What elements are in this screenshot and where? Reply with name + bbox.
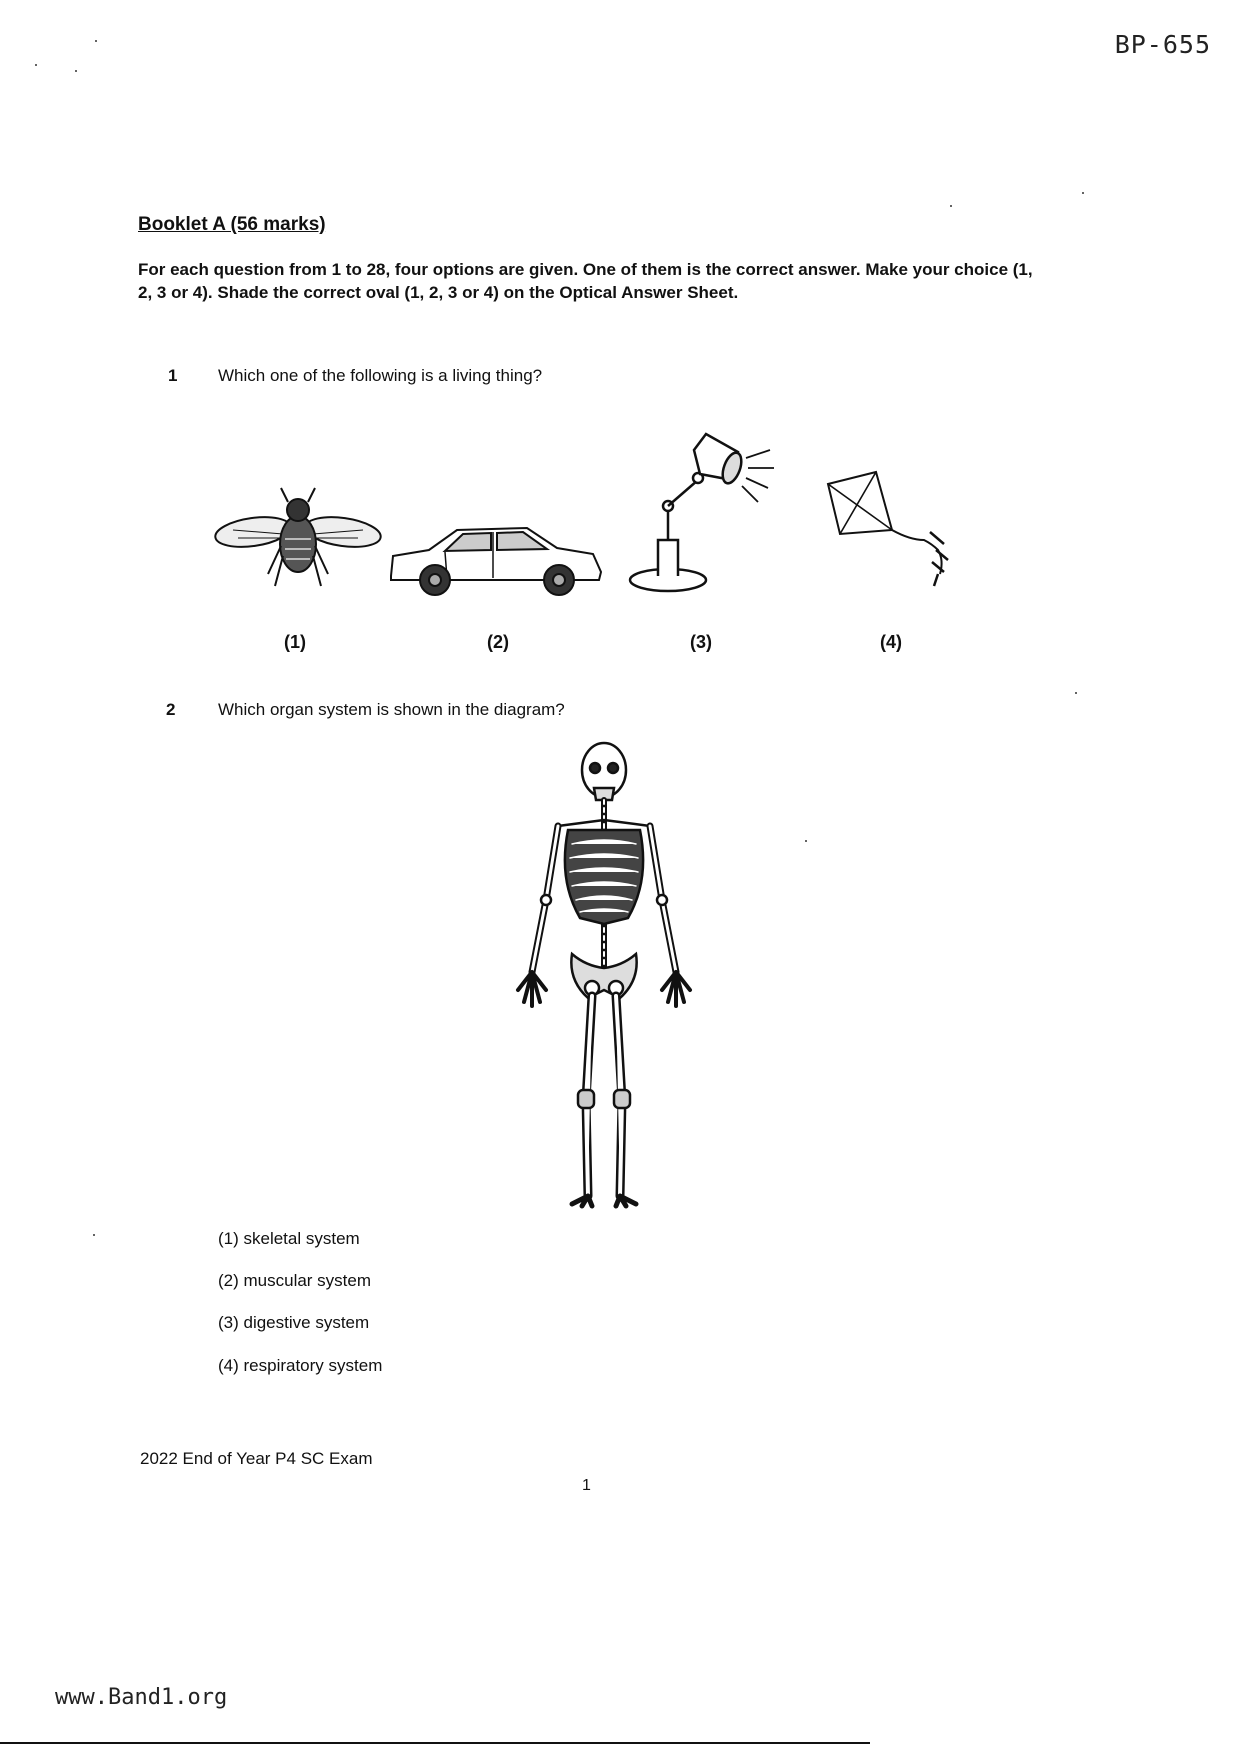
desk-lamp-icon: [628, 428, 780, 594]
scan-speck: [950, 205, 952, 207]
fly-icon: [213, 484, 383, 592]
question-2-answer-4: (4) respiratory system: [218, 1356, 383, 1375]
car-icon: [387, 518, 607, 596]
question-1-number: 1: [168, 366, 178, 385]
question-2-number: 2: [166, 700, 176, 719]
booklet-title: Booklet A (56 marks): [138, 214, 326, 235]
scan-speck: [1082, 192, 1084, 194]
kite-icon: [820, 470, 960, 592]
scan-speck: [1075, 692, 1077, 694]
skeleton-icon: [488, 740, 720, 1208]
page-number: 1: [582, 1477, 591, 1494]
scan-speck: [75, 70, 77, 72]
website-watermark: www.Band1.org: [55, 1685, 228, 1710]
question-1-text: Which one of the following is a living thing?: [218, 366, 543, 385]
question-2-answer-1: (1) skeletal system: [218, 1229, 360, 1248]
question-1-option-3-label: (3): [690, 632, 712, 652]
document-code: BP-655: [1114, 30, 1211, 59]
exam-title-footer: 2022 End of Year P4 SC Exam: [140, 1449, 373, 1468]
scan-speck: [95, 40, 97, 42]
question-2-answer-2: (2) muscular system: [218, 1271, 372, 1290]
instructions: For each question from 1 to 28, four options are given. One of them is the correct answer. Make your choice (1, 2, 3 or 4). Shade the correct oval (1, 2, 3 or 4) on the Optical Answer Sheet.: [138, 260, 1033, 302]
question-2-text: Which organ system is shown in the diagram?: [218, 700, 565, 719]
question-1-option-1-label: (1): [284, 632, 306, 652]
scan-speck: [93, 1234, 95, 1236]
question-2-answer-3: (3) digestive system: [218, 1313, 370, 1332]
bottom-rule: [0, 1742, 870, 1744]
question-1-option-4-label: (4): [880, 632, 902, 652]
scan-speck: [35, 64, 37, 66]
question-1-option-2-label: (2): [487, 632, 509, 652]
scan-speck: [805, 840, 807, 842]
